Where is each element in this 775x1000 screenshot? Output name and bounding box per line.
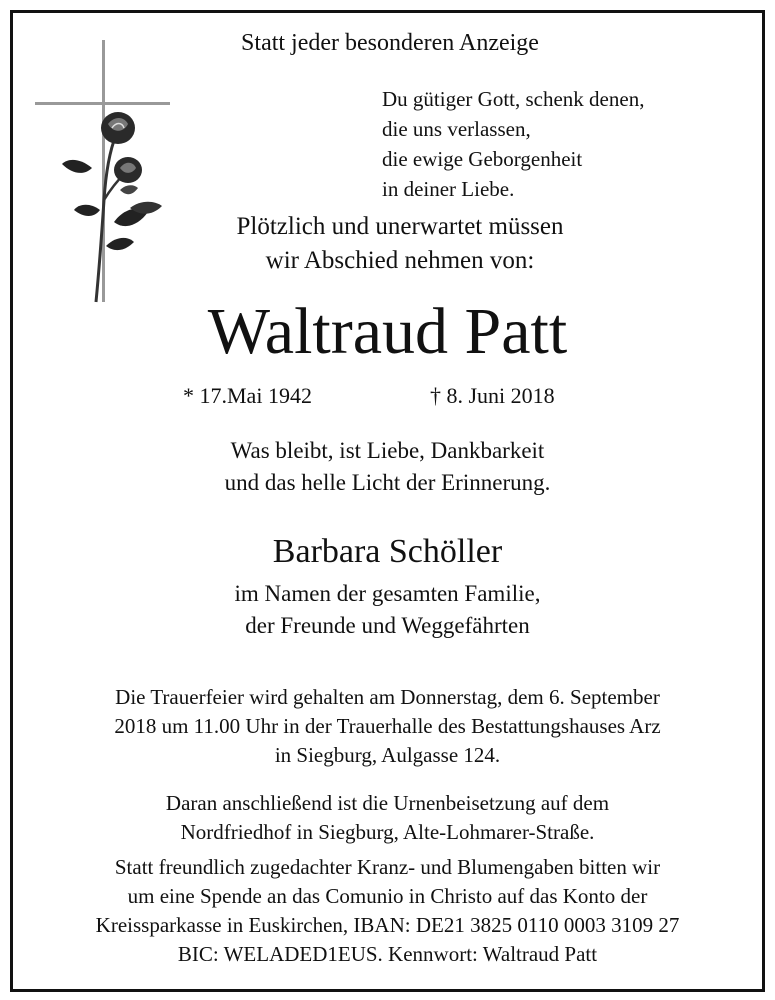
ceremony-line: in Siegburg, Aulgasse 124.: [274, 743, 501, 767]
signer-sub-line: im Namen der gesamten Familie,: [234, 581, 541, 606]
donation-line: BIC: WELADED1EUS. Kennwort: Waltraud Patt: [177, 942, 598, 966]
donation-line: Statt freundlich zugedachter Kranz- und Blumengaben bitten wir: [114, 855, 661, 879]
memorial-quote: [0, 435, 775, 499]
burial-details: [0, 789, 775, 847]
birth-date: * 17.Mai 1942: [183, 383, 312, 408]
intro-line: Plötzlich und unerwartet müssen: [236, 213, 564, 240]
donation-line: Kreissparkasse in Euskirchen, IBAN: DE21 3825 0110 0003 3109 27: [95, 913, 680, 937]
burial-line: Nordfriedhof in Siegburg, Alte-Lohmarer-Straße.: [180, 820, 595, 844]
donation-details: [0, 853, 775, 969]
ceremony-line: 2018 um 11.00 Uhr in der Trauerhalle des Bestattungshauses Arz: [114, 714, 661, 738]
poem-line: in deiner Liebe.: [382, 177, 515, 201]
quote-line: und das helle Licht der Erinnerung.: [224, 470, 551, 495]
quote-line: Was bleibt, ist Liebe, Dankbarkeit: [230, 438, 545, 463]
burial-line: Daran anschließend ist die Urnenbeisetzung auf dem: [165, 791, 610, 815]
poem-line: die ewige Geborgenheit: [382, 147, 583, 171]
signer-sub-line: der Freunde und Weggefährten: [245, 613, 530, 638]
poem-line: Du gütiger Gott, schenk denen,: [382, 87, 645, 111]
signer-subtitle: [0, 578, 775, 642]
death-date: † 8. Juni 2018: [430, 383, 555, 408]
notice-header: Statt jeder besonderen Anzeige: [241, 30, 539, 56]
ceremony-line: Die Trauerfeier wird gehalten am Donnerstag, dem 6. September: [115, 685, 660, 709]
deceased-name: Waltraud Patt: [207, 295, 568, 368]
intro-line: wir Abschied nehmen von:: [265, 247, 535, 274]
announcement-intro: [140, 210, 660, 278]
donation-line: um eine Spende an das Comunio in Christo auf das Konto der: [127, 884, 648, 908]
poem-verse: [382, 84, 644, 204]
ceremony-details: [0, 683, 775, 770]
signer-name: Barbara Schöller: [272, 533, 503, 570]
poem-line: die uns verlassen,: [382, 117, 531, 141]
